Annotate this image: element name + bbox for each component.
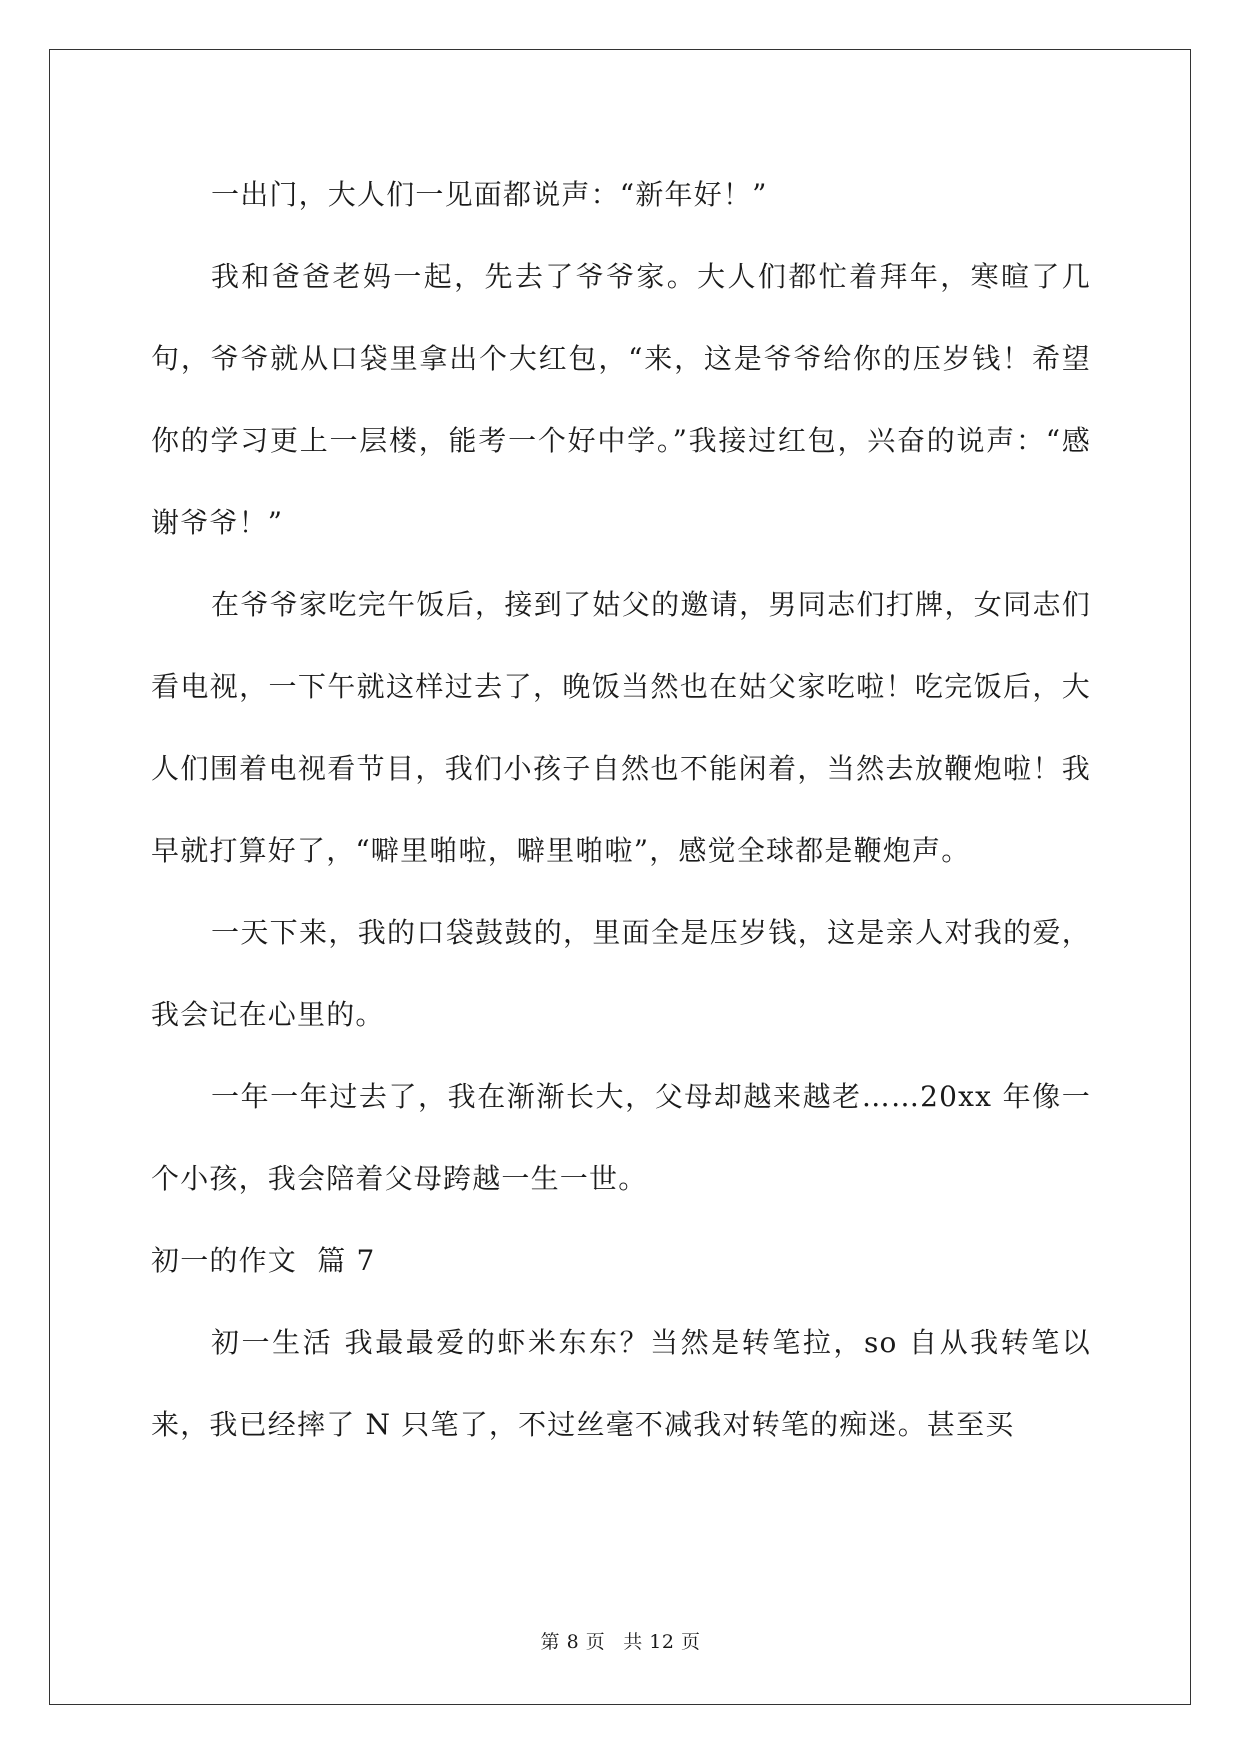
paragraph: 一年一年过去了，我在渐渐长大，父母却越来越老……20xx 年像一个小孩，我会陪着父母跨越一生一世。: [151, 1080, 1091, 1195]
paragraph: 一出门，大人们一见面都说声：“新年好！”: [211, 178, 768, 211]
paragraph: 初一生活 我最最爱的虾米东东？当然是转笔拉，so 自从我转笔以来，我已经摔了 N 只笔了，不过丝毫不减我对转笔的痴迷。甚至买: [151, 1326, 1091, 1441]
page-footer: [0, 1627, 1241, 1654]
paragraph: 一天下来，我的口袋鼓鼓的，里面全是压岁钱，这是亲人对我的爱，我会记在心里的。: [151, 916, 1091, 1031]
section-heading: 初一的作文 篇 7: [151, 1244, 376, 1277]
paragraph: 我和爸爸老妈一起，先去了爷爷家。大人们都忙着拜年，寒暄了几句，爷爷就从口袋里拿出个大红包，“来，这是爷爷给你的压岁钱！希望你的学习更上一层楼，能考一个好中学。”我接过红包，兴奋的说声：“感谢爷爷！”: [151, 260, 1091, 539]
page-total: 共 12 页: [623, 1631, 701, 1653]
page-number: 第 8 页: [540, 1631, 606, 1653]
document-body: [151, 154, 1091, 1466]
paragraph: 在爷爷家吃完午饭后，接到了姑父的邀请，男同志们打牌，女同志们看电视，一下午就这样过去了，晚饭当然也在姑父家吃啦！吃完饭后，大人们围着电视看节目，我们小孩子自然也不能闲着，当然去放鞭炮啦！我早就打算好了，“噼里啪啦，噼里啪啦”，感觉全球都是鞭炮声。: [151, 588, 1091, 867]
